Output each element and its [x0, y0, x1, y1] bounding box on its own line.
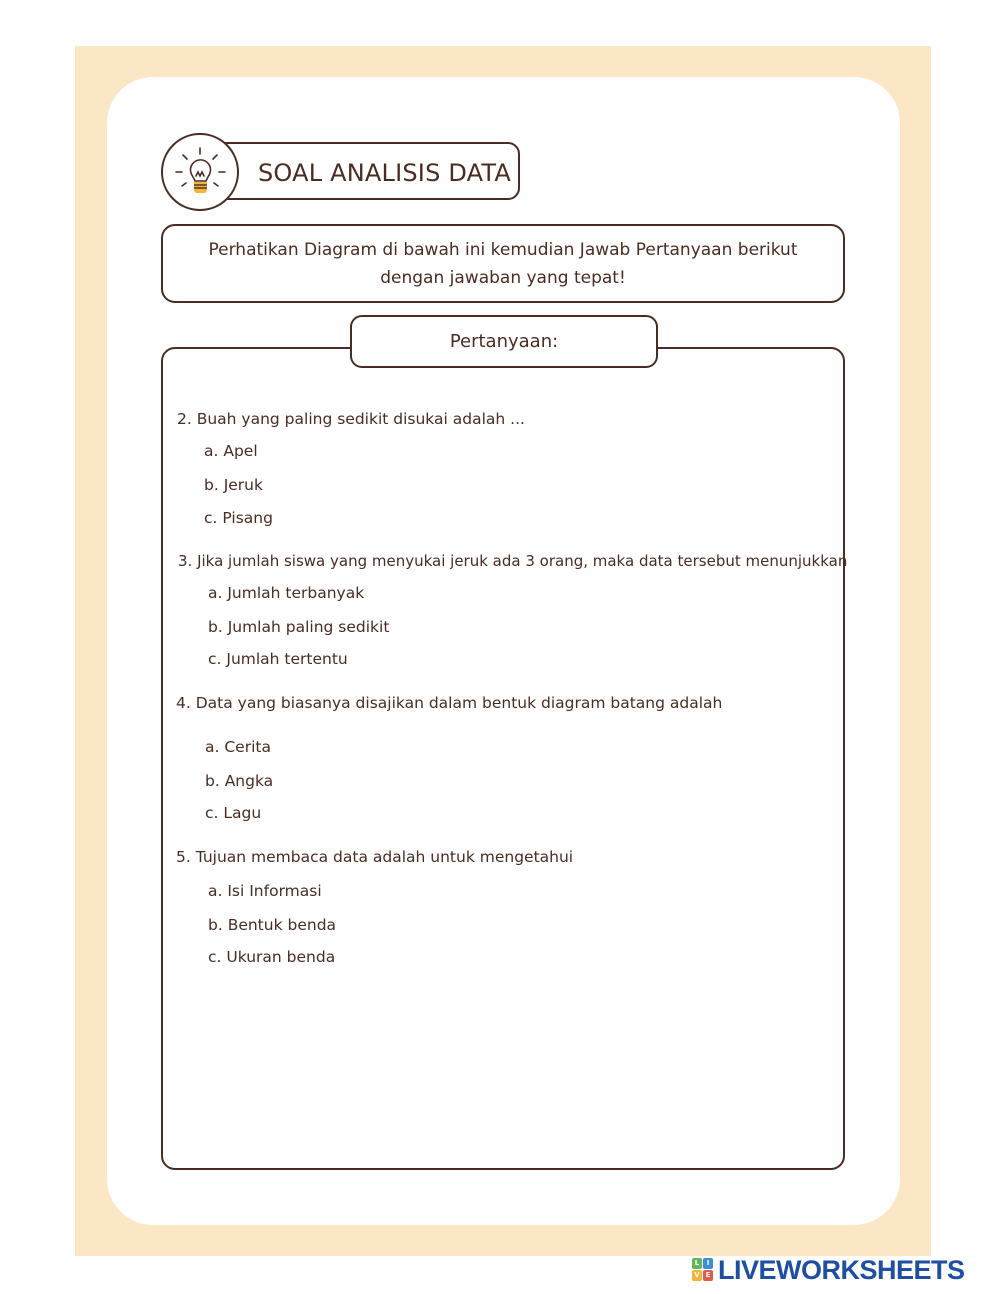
- logo-letter-e: E: [703, 1270, 713, 1281]
- question-2-option-b[interactable]: b. Jeruk: [204, 476, 263, 494]
- question-4-option-a[interactable]: a. Cerita: [205, 738, 271, 756]
- question-3-option-b[interactable]: b. Jumlah paling sedikit: [208, 618, 390, 636]
- lightbulb-icon: [163, 135, 241, 213]
- question-2-text: 2. Buah yang paling sedikit disukai adalah ...: [177, 410, 525, 428]
- question-4-option-c[interactable]: c. Lagu: [205, 804, 262, 822]
- page-title: SOAL ANALISIS DATA: [258, 159, 511, 187]
- question-4-option-b[interactable]: b. Angka: [205, 772, 274, 790]
- liveworksheets-logo-icon: [692, 1258, 714, 1282]
- liveworksheets-brand: LIVEWORKSHEETS: [718, 1254, 965, 1285]
- question-5-option-b[interactable]: b. Bentuk benda: [208, 916, 337, 934]
- question-2-option-a[interactable]: a. Apel: [204, 442, 258, 460]
- question-2-option-c[interactable]: c. Pisang: [204, 509, 273, 527]
- question-3-text: 3. Jika jumlah siswa yang menyukai jeruk ada 3 orang, maka data tersebut menunjukkan: [178, 552, 848, 570]
- instruction-line-1: Perhatikan Diagram di bawah ini kemudian Jawab Pertanyaan berikut: [208, 239, 798, 260]
- logo-letter-l: L: [692, 1258, 702, 1269]
- question-4-text: 4. Data yang biasanya disajikan dalam bentuk diagram batang adalah: [176, 694, 723, 712]
- liveworksheets-logo[interactable]: [692, 1255, 965, 1285]
- question-5-option-c[interactable]: c. Ukuran benda: [208, 948, 336, 966]
- question-3-option-c[interactable]: c. Jumlah tertentu: [208, 650, 348, 668]
- instruction-text: [193, 236, 813, 292]
- questions-panel: [161, 347, 848, 1170]
- instruction-line-2: dengan jawaban yang tepat!: [380, 267, 626, 288]
- question-5-text: 5. Tujuan membaca data adalah untuk mengetahui: [176, 848, 574, 866]
- section-label: Pertanyaan:: [350, 315, 658, 368]
- question-3-option-a[interactable]: a. Jumlah terbanyak: [208, 584, 365, 602]
- instruction-box: [161, 224, 845, 303]
- logo-letter-v: V: [692, 1270, 702, 1281]
- logo-letter-i: I: [703, 1258, 713, 1269]
- question-5-option-a[interactable]: a. Isi Informasi: [208, 882, 322, 900]
- lightbulb-badge: [161, 133, 239, 211]
